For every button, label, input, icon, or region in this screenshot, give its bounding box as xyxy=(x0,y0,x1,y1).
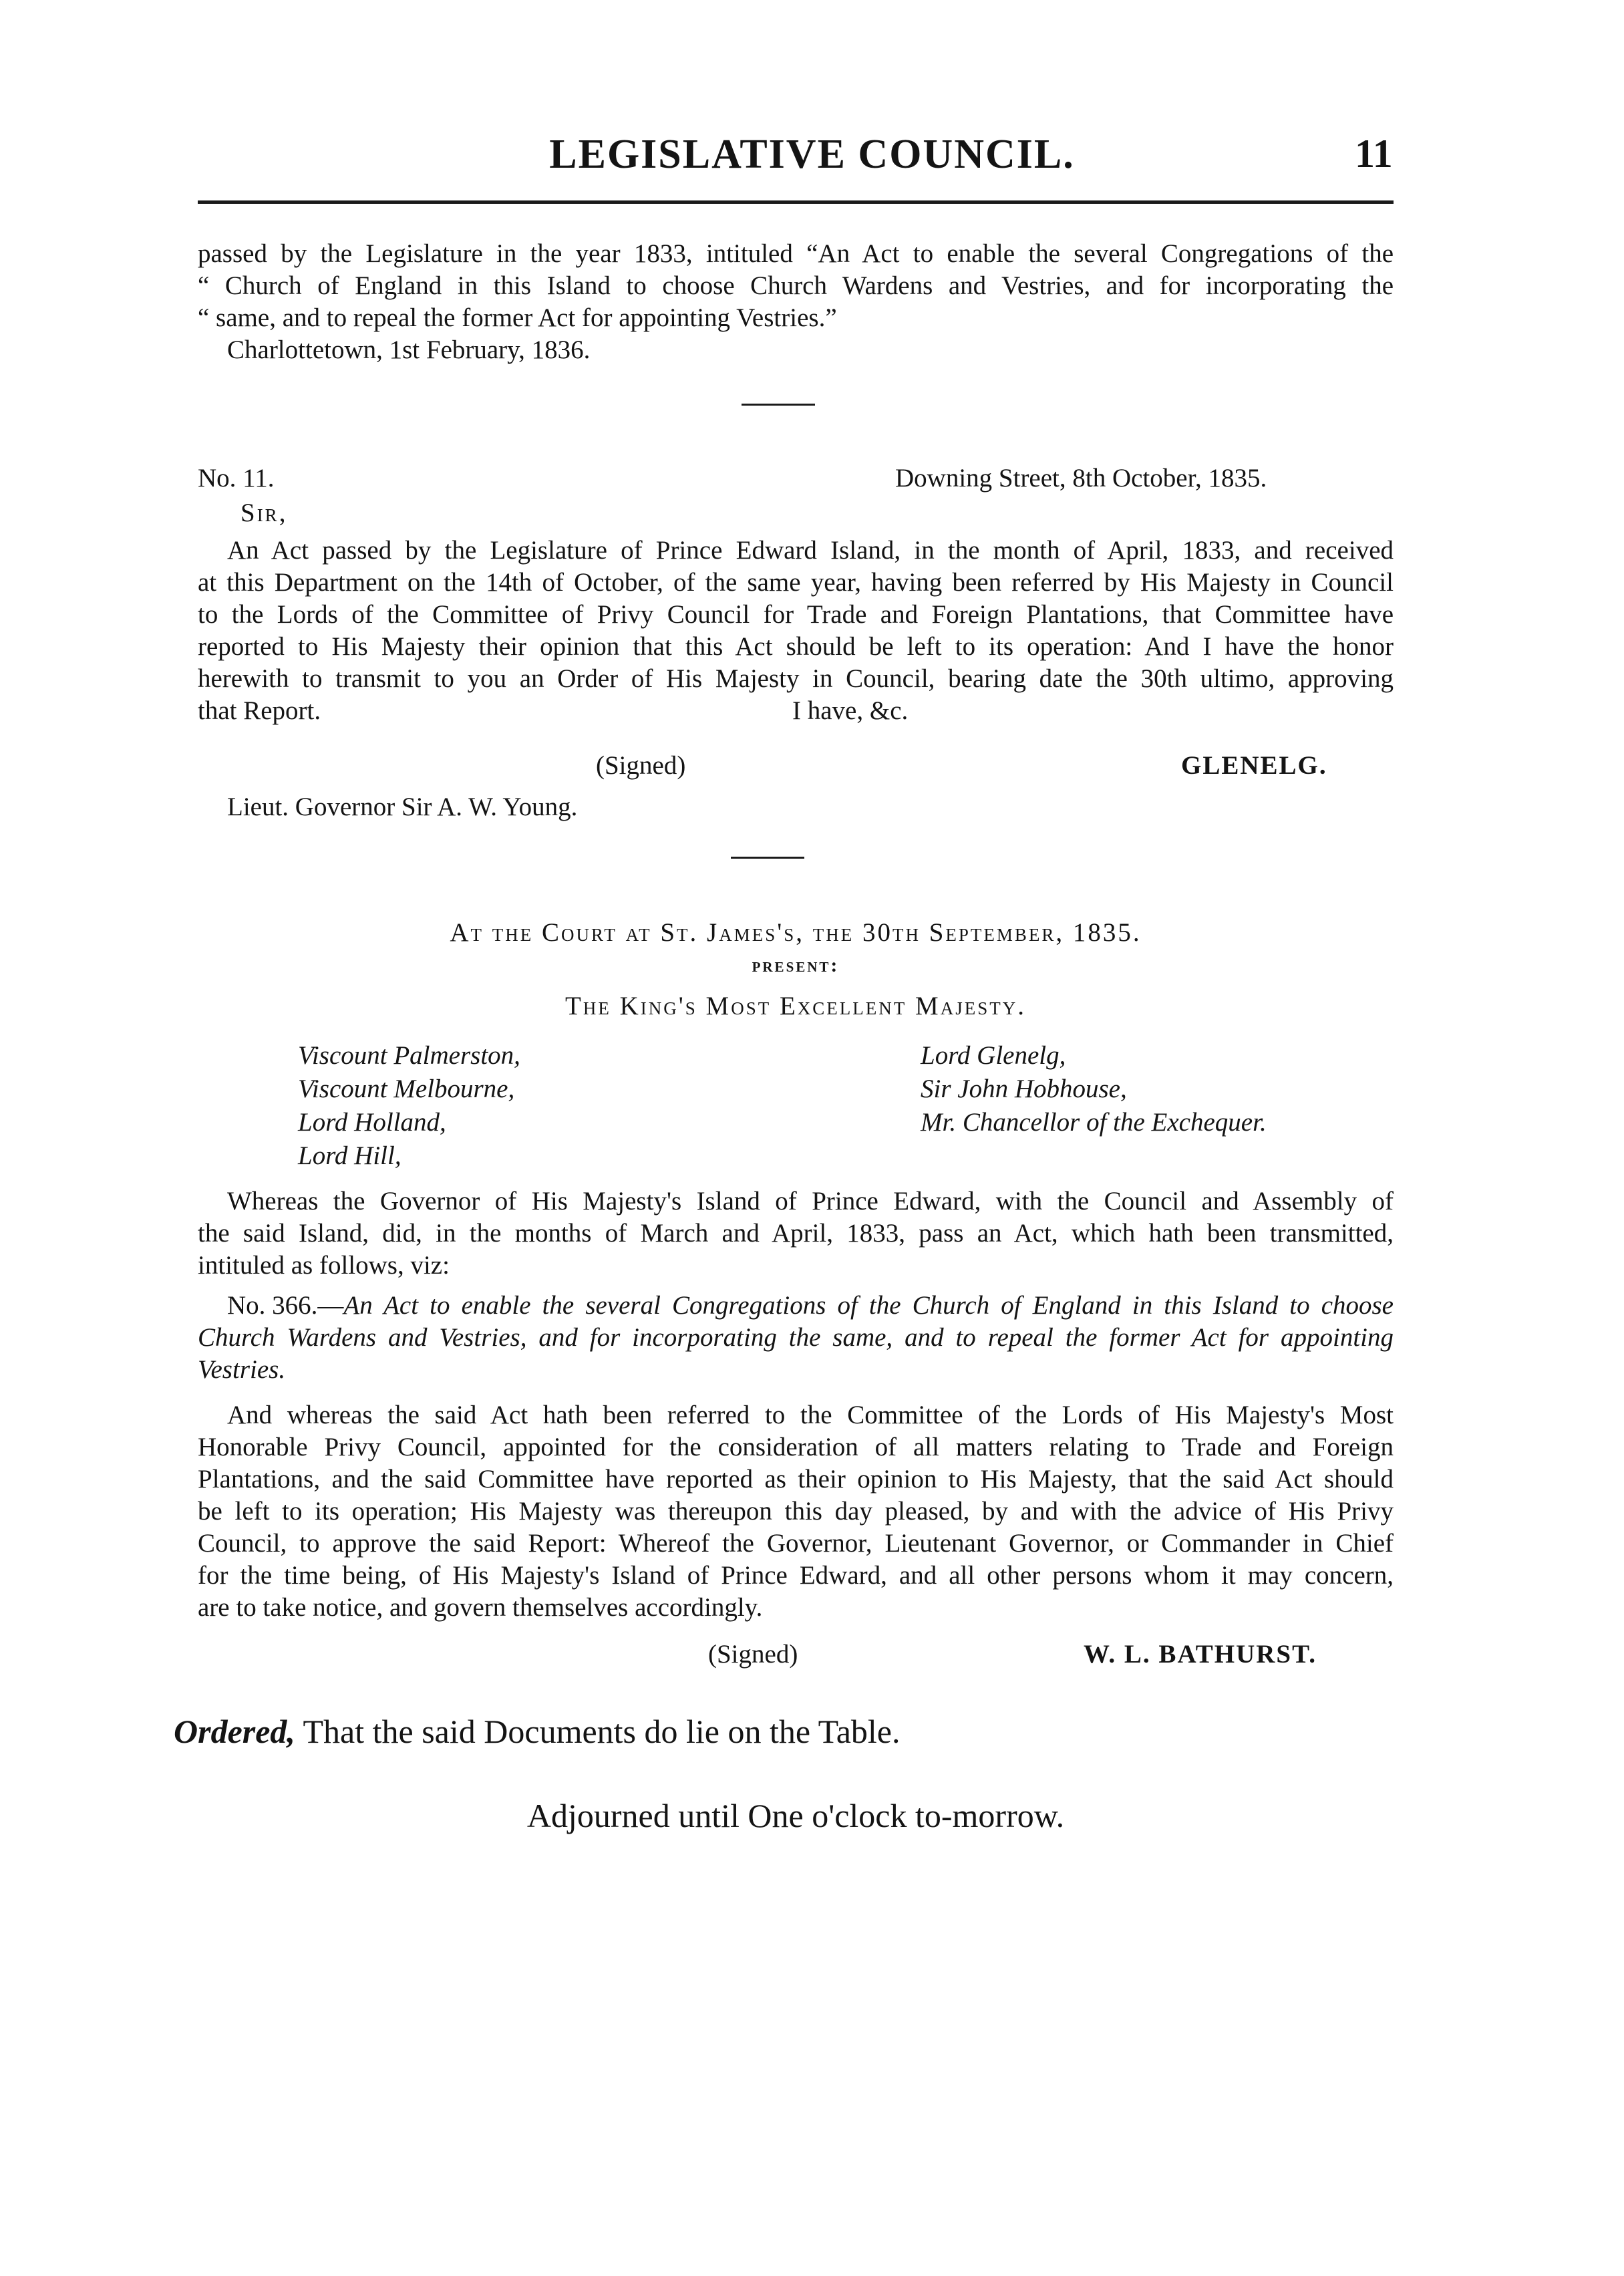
and-whereas-line-7: are to take notice, and govern themselves accordingly. xyxy=(198,1593,763,1622)
attendee-right-1: Lord Glenelg, xyxy=(921,1041,1066,1070)
attendee-right-2: Sir John Hobhouse, xyxy=(921,1075,1127,1103)
letter-body-line-4: reported to His Majesty their opinion that this Act should be left to its operation: And I have the honor xyxy=(198,632,1394,661)
act-title-line-1 xyxy=(227,1290,1394,1321)
letter-body-last: that Report. xyxy=(198,696,321,725)
section-divider-2 xyxy=(731,857,804,859)
letter-number: No. 11. xyxy=(198,464,275,492)
ordered-label: Ordered, xyxy=(174,1713,295,1750)
and-whereas-line-4: be left to its operation; His Majesty was thereupon this day pleased, by and with the advice of His Privy xyxy=(198,1497,1394,1526)
order-heading: At the Court at St. James's, the 30th September, 1835. xyxy=(450,918,1142,947)
section-divider xyxy=(742,404,815,406)
whereas-line-1: Whereas the Governor of His Majesty's Island of Prince Edward, with the Council and Assembly of xyxy=(227,1187,1394,1216)
letter-body-line-3: to the Lords of the Committee of Privy Council for Trade and Foreign Plantations, that Committee have xyxy=(198,600,1394,629)
letter-dateline: Downing Street, 8th October, 1835. xyxy=(895,464,1267,492)
attendee-left-4: Lord Hill, xyxy=(298,1141,401,1170)
ordered-line xyxy=(174,1712,901,1751)
act-title-line-3: Vestries. xyxy=(198,1355,286,1384)
order-majesty: The King's Most Excellent Majesty. xyxy=(565,992,1026,1020)
continuation-line-2: “ Church of England in this Island to choose Church Wardens and Vestries, and for incorporating the xyxy=(198,271,1394,300)
charlottetown-date: Charlottetown, 1st February, 1836. xyxy=(227,335,591,364)
attendee-right-3: Mr. Chancellor of the Exchequer. xyxy=(921,1108,1267,1137)
attendee-left-1: Viscount Palmerston, xyxy=(298,1041,520,1070)
order-signatory: W. L. BATHURST. xyxy=(1084,1640,1317,1669)
letter-body-line-2: at this Department on the 14th of October, of the same year, having been referred by His Majesty in Council xyxy=(198,568,1394,597)
act-title-text-1: An Act to enable the several Congregations of the Church of England in this Island to choose xyxy=(343,1291,1394,1320)
and-whereas-line-3: Plantations, and the said Committee have reported as their opinion to His Majesty, that the said Act should xyxy=(198,1465,1394,1493)
order-present: present: xyxy=(752,954,840,976)
running-head-title: LEGISLATIVE COUNCIL. xyxy=(549,132,1075,177)
ordered-text: That the said Documents do lie on the Table. xyxy=(295,1713,901,1750)
letter-signatory: GLENELG. xyxy=(1181,751,1327,780)
whereas-line-3: intituled as follows, viz: xyxy=(198,1251,450,1280)
and-whereas-line-1: And whereas the said Act hath been referred to the Committee of the Lords of His Majesty's Most xyxy=(227,1401,1394,1429)
letter-body-line-5: herewith to transmit to you an Order of His Majesty in Council, bearing date the 30th ultimo, approving xyxy=(198,664,1394,693)
adjourned-line: Adjourned until One o'clock to-morrow. xyxy=(526,1797,1065,1834)
continuation-line-3: “ same, and to repeal the former Act for appointing Vestries.” xyxy=(198,303,837,332)
and-whereas-line-2: Honorable Privy Council, appointed for the consideration of all matters relating to Trade and Foreign xyxy=(198,1433,1394,1461)
letter-signed: (Signed) xyxy=(596,751,686,780)
attendee-left-2: Viscount Melbourne, xyxy=(298,1075,515,1103)
header-rule xyxy=(198,200,1394,204)
whereas-line-2: the said Island, did, in the months of March and April, 1833, pass an Act, which hath been transmitted, xyxy=(198,1219,1394,1248)
letter-recipient: Lieut. Governor Sir A. W. Young. xyxy=(227,793,578,821)
act-number: No. 366.— xyxy=(227,1291,344,1320)
and-whereas-line-6: for the time being, of His Majesty's Island of Prince Edward, and all other persons whom it may concern, xyxy=(198,1561,1394,1590)
continuation-line-1: passed by the Legislature in the year 1833, intituled “An Act to enable the several Congregations of the xyxy=(198,239,1394,268)
letter-body-line-1: An Act passed by the Legislature of Prince Edward Island, in the month of April, 1833, and received xyxy=(227,536,1394,565)
attendee-left-3: Lord Holland, xyxy=(298,1108,446,1137)
act-title-line-2: Church Wardens and Vestries, and for incorporating the same, and to repeal the former Act for appointing xyxy=(198,1323,1394,1352)
letter-closing: I have, &c. xyxy=(792,696,909,725)
letter-salutation: Sir, xyxy=(240,499,288,527)
page-number: 11 xyxy=(1355,132,1393,176)
order-signed: (Signed) xyxy=(708,1640,798,1669)
and-whereas-line-5: Council, to approve the said Report: Whereof the Governor, Lieutenant Governor, or Commander in Chief xyxy=(198,1529,1394,1558)
